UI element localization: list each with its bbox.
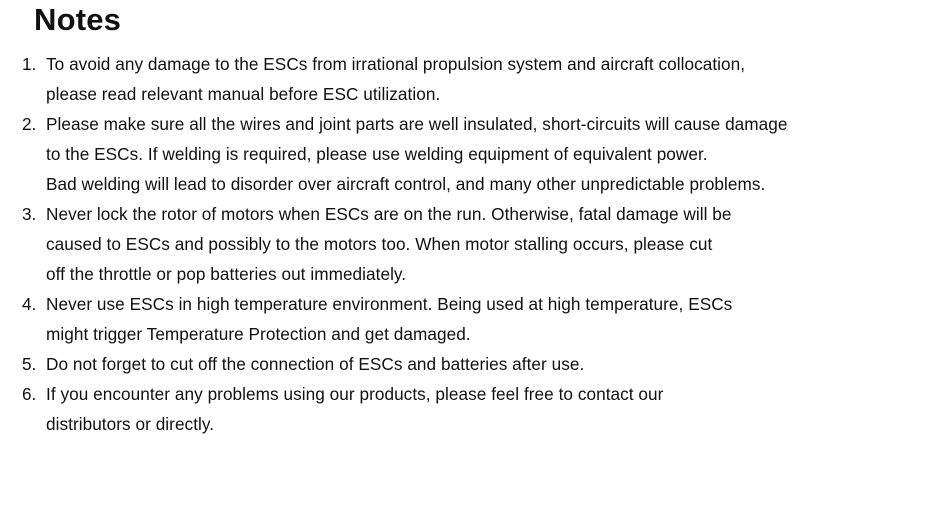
note-line: Please make sure all the wires and joint parts are well insulated, short-circuits will cause damage — [46, 114, 788, 134]
note-item-1 — [22, 49, 927, 109]
note-line: Bad welding will lead to disorder over aircraft control, and many other unpredictable problems. — [46, 174, 766, 194]
note-number: 2. — [22, 114, 37, 134]
page-title: Notes — [34, 2, 122, 37]
note-line: Never use ESCs in high temperature environment. Being used at high temperature, ESCs — [46, 294, 733, 314]
note-line: If you encounter any problems using our products, please feel free to contact our — [46, 384, 664, 404]
note-line: Do not forget to cut off the connection of ESCs and batteries after use. — [46, 354, 585, 374]
note-number: 3. — [22, 204, 37, 224]
note-line: off the throttle or pop batteries out immediately. — [46, 264, 407, 284]
note-number: 6. — [22, 384, 37, 404]
note-line: please read relevant manual before ESC utilization. — [46, 84, 441, 104]
note-line: To avoid any damage to the ESCs from irrational propulsion system and aircraft collocation, — [46, 54, 746, 74]
note-line: distributors or directly. — [46, 414, 215, 434]
note-number: 1. — [22, 54, 37, 74]
note-item-4 — [22, 289, 927, 349]
note-number: 4. — [22, 294, 37, 314]
note-item-2 — [22, 109, 927, 199]
notes-list — [22, 49, 927, 439]
note-line: might trigger Temperature Protection and get damaged. — [46, 324, 471, 344]
note-line: to the ESCs. If welding is required, please use welding equipment of equivalent power. — [46, 144, 708, 164]
note-item-5 — [22, 349, 927, 379]
note-number: 5. — [22, 354, 37, 374]
note-item-3 — [22, 199, 927, 289]
note-line: caused to ESCs and possibly to the motors too. When motor stalling occurs, please cut — [46, 234, 713, 254]
note-item-6 — [22, 379, 927, 439]
note-line: Never lock the rotor of motors when ESCs are on the run. Otherwise, fatal damage will be — [46, 204, 732, 224]
